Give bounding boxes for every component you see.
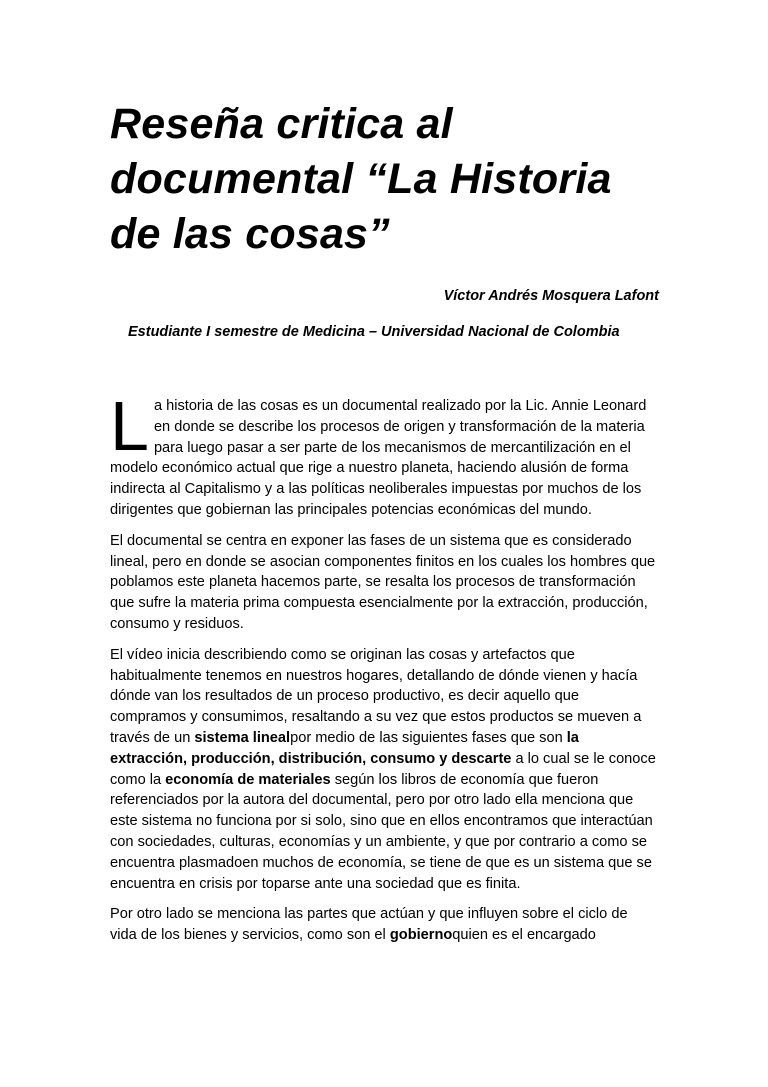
paragraph-3-text-c: por medio de las siguientes fases que son: [290, 729, 567, 746]
bold-term-gobierno: gobierno: [389, 927, 453, 944]
paragraph-1-text: a historia de las cosas es un documental realizado por la Lic. Annie Leonard en donde se describe los procesos de origen y transformación de la materia para luego pasar a ser parte de los mecanismos de mercantilización en el modelo económico actual que rige a nuestro planeta, haciendo alusión de forma indirecta al Capitalismo y a las políticas neoliberales impuestas por muchos de los dirigentes que gobiernan las principales potencias económicas del mundo.: [110, 398, 647, 518]
paragraph-1: [110, 387, 658, 521]
paragraph-4-text-c: quien es el encargado: [452, 927, 596, 944]
paragraph-3-text-e: según los libros de economía que fueron referenciados por la autora del documental, pero por otro lado ella menciona que este sistema no funciona por si solo, sino que en ellos encontramos que interactúan con sociedades, culturas, economías y un ambiente, y que por contrario a como se encuentra plasmadoen muchos de economía, se tiene de que es un sistema que se encuentra en crisis por toparse ante una sociedad que es finita.: [110, 771, 653, 892]
bold-term-economia-materiales: economía de materiales: [165, 771, 331, 788]
bold-term-fases: la extracción, producción, distribución, consumo y descarte: [110, 729, 579, 767]
author-affiliation: Estudiante I semestre de Medicina – Universidad Nacional de Colombia: [128, 324, 620, 340]
paragraph-4: [110, 904, 658, 946]
document-body: [110, 387, 658, 956]
paragraph-2: El documental se centra en exponer las fases de un sistema que es considerado lineal, pero en donde se asocian componentes finitos en los cuales los hombres que poblamos este planeta hacemos parte, se resalta los procesos de transformación que sufre la materia prima compuesta esencialmente por la extracción, producción, consumo y residuos.: [110, 532, 656, 632]
paragraph-3: [110, 645, 658, 895]
document-title: Reseña critica al documental “La Historia de las cosas”: [110, 100, 612, 258]
drop-cap: L: [110, 387, 149, 465]
paragraph-4-text-a: Por otro lado se menciona las partes que actúan y que influyen sobre el ciclo de vida de los bienes y servicios, como son el: [110, 906, 628, 944]
author-name: Víctor Andrés Mosquera Lafont: [443, 288, 659, 304]
paragraph-3-text-a: El vídeo inicia describiendo como se originan las cosas y artefactos que habitualmente tenemos en nuestros hogares, detallando de dónde vienen y hacía dónde van los resultados de un proceso productivo, es decir aquello que compramos y consumimos, resaltando a su vez que estos productos se mueven a través de un: [110, 646, 642, 746]
bold-term-sistema-lineal: sistema lineal: [194, 729, 291, 746]
paragraph-3-text-d: a lo cual se le conoce como la: [110, 750, 656, 788]
